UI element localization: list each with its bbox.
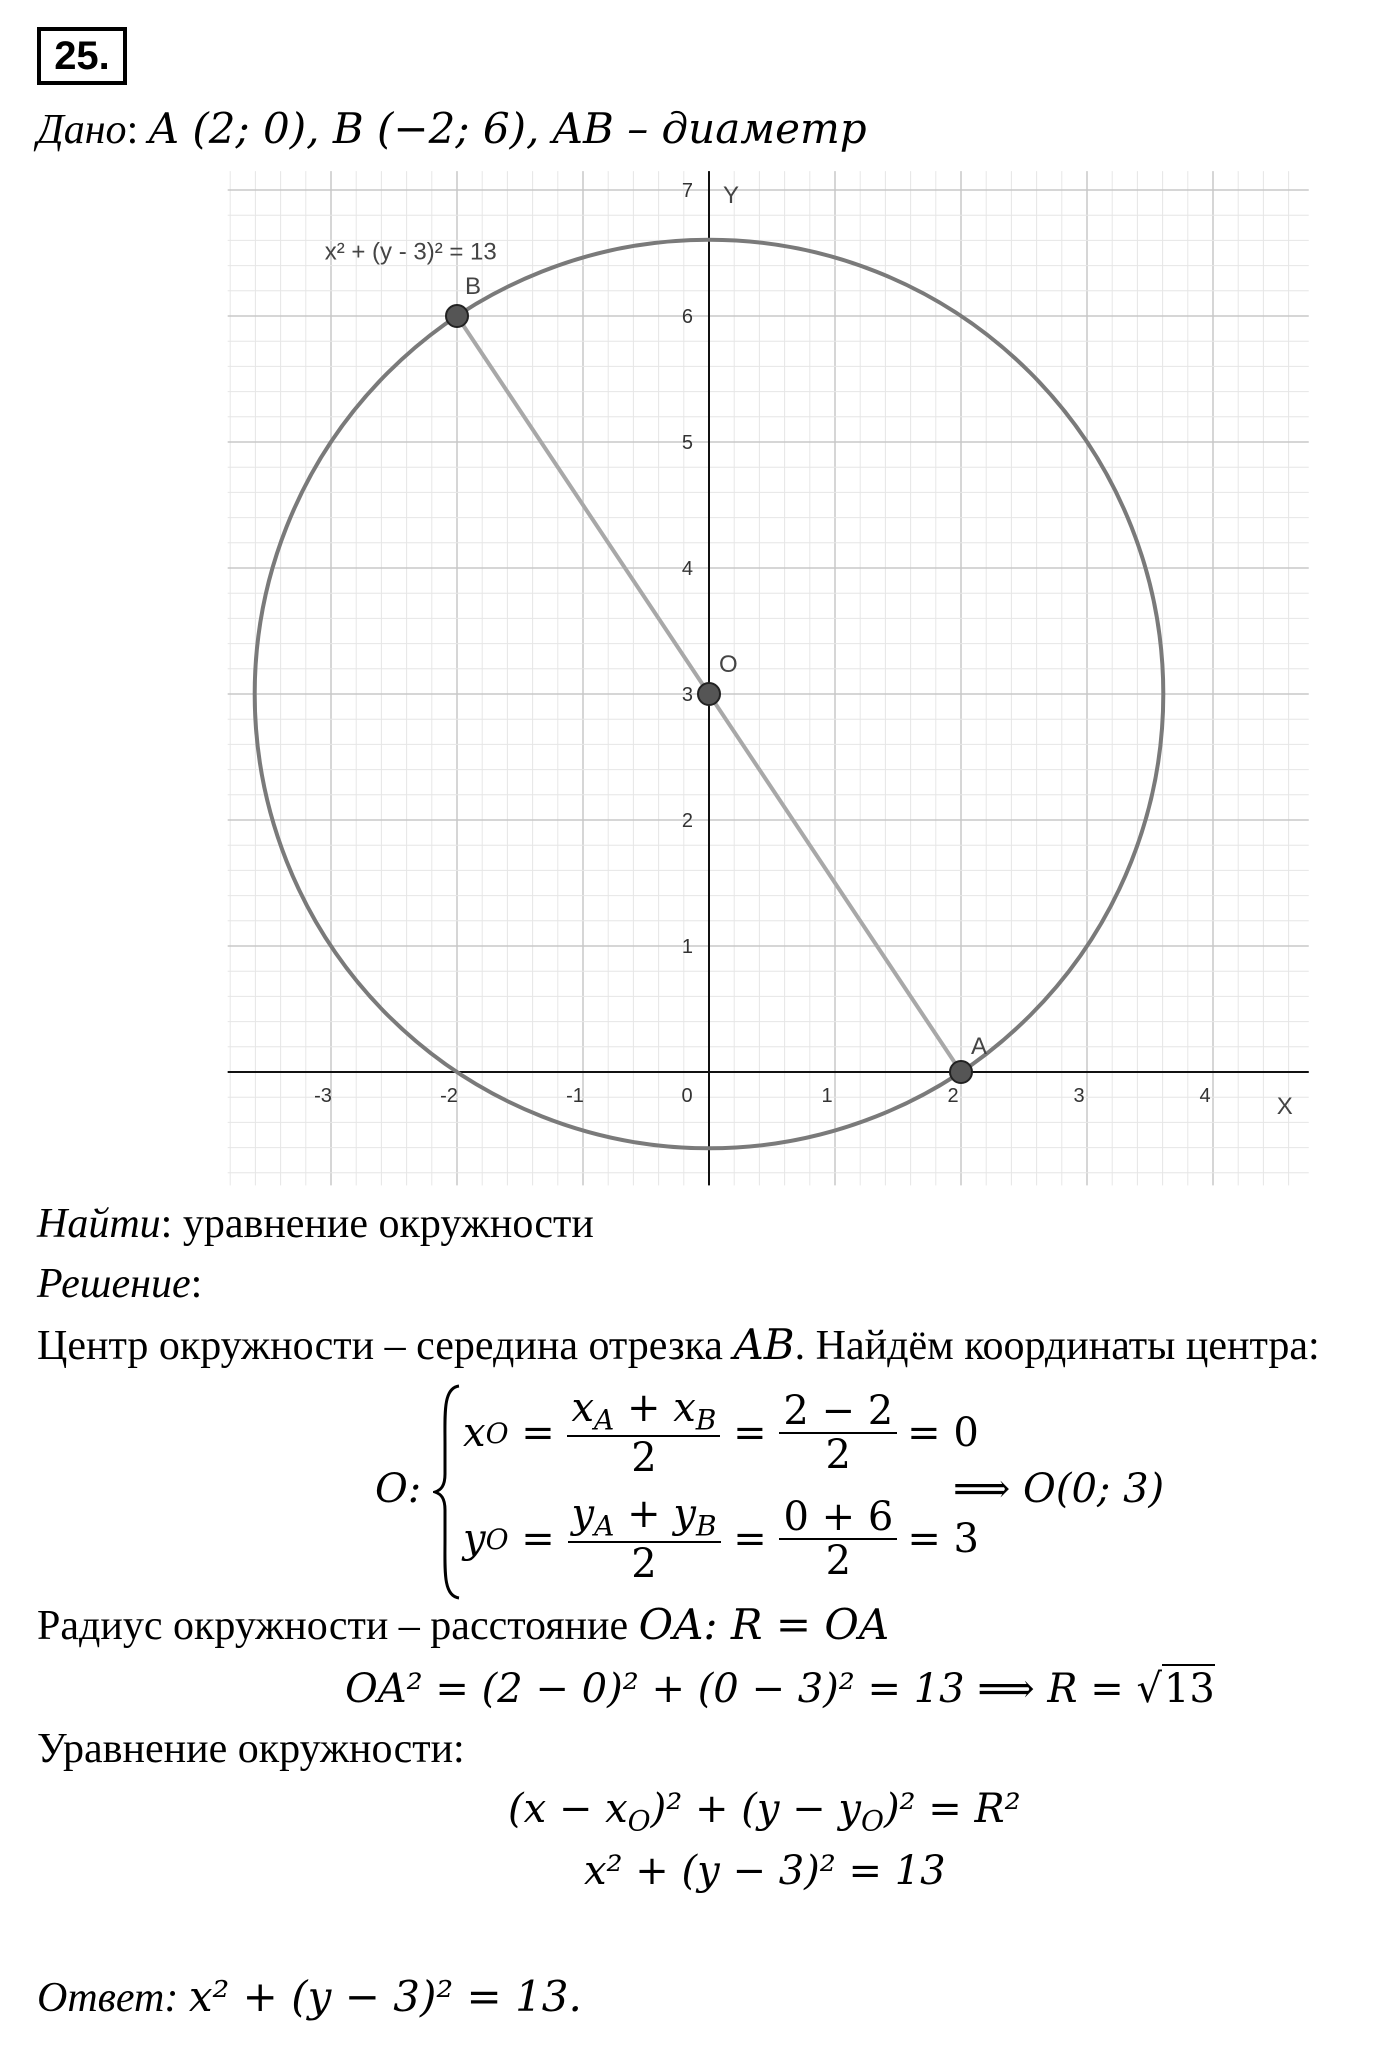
system-label: O: bbox=[375, 1466, 422, 1512]
y-tick-label: 6 bbox=[681, 306, 693, 328]
x-eq-lhs-sub: O bbox=[485, 1416, 509, 1450]
point-label-a: A bbox=[971, 1033, 988, 1060]
system-brace bbox=[433, 1384, 463, 1600]
answer-label: Ответ: bbox=[37, 1975, 179, 2021]
y-tick-label: 1 bbox=[681, 936, 693, 958]
x-eq-lhs: x bbox=[463, 1410, 486, 1456]
y-eq-result: = 3 bbox=[907, 1516, 979, 1562]
circle-equation-label: x² + (y - 3)² = 13 bbox=[324, 238, 497, 266]
y-tick-label: 2 bbox=[681, 810, 693, 832]
x-tick-label: 4 bbox=[1199, 1085, 1211, 1107]
coordinate-graph bbox=[226, 160, 1310, 1190]
x-equation: x O = $\frac{x_A + x_B}{2}$ = $\frac{2 - 2}{2}$ = 0 y O = $\frac{y_A + y_B}{2}$ = $\frac{0 + 6}{2}$ = 3 bbox=[463, 1385, 979, 1587]
segment-ab: AB bbox=[733, 1320, 795, 1369]
x-eq-frac1: $\frac{x_A + x_B}{2}$ bbox=[567, 1387, 720, 1479]
center-system bbox=[375, 1380, 1175, 1604]
equation-title: Уравнение окружности: bbox=[37, 1726, 465, 1772]
center-text-part1: Центр окружности – середина отрезка bbox=[37, 1323, 734, 1369]
y-eq-lhs-sub: O bbox=[485, 1522, 509, 1556]
y-tick-label: 7 bbox=[681, 180, 693, 202]
oa-calculation bbox=[345, 1666, 1215, 1712]
x-tick-label: -1 bbox=[566, 1085, 584, 1107]
find-label: Найти bbox=[37, 1201, 161, 1247]
answer-line bbox=[37, 1972, 582, 2022]
radius-text-part1: Радиус окружности – расстояние bbox=[37, 1603, 639, 1649]
x-tick-label: -2 bbox=[440, 1085, 458, 1107]
given-label: Дано bbox=[37, 107, 127, 153]
find-line bbox=[37, 1200, 594, 1248]
x-tick-label: 2 bbox=[947, 1085, 959, 1107]
oa-calc-text: OA² = (2 − 0)² + (0 − 3)² = 13 ⟹ R = bbox=[345, 1666, 1137, 1712]
answer-text: x² + (y − 3)² = 13. bbox=[188, 1972, 582, 2021]
y-eq-frac2: $\frac{0 + 6}{2}$ bbox=[779, 1496, 897, 1582]
problem-number: 25. bbox=[37, 27, 127, 85]
point-label-o: O bbox=[719, 651, 738, 678]
point-o bbox=[698, 683, 720, 705]
x-axis-label: X bbox=[1276, 1093, 1293, 1120]
center-result: ⟹ O(0; 3) bbox=[953, 1466, 1165, 1512]
specific-equation: x² + (y − 3)² = 13 bbox=[584, 1848, 946, 1894]
x-tick-label: -3 bbox=[314, 1085, 332, 1107]
point-b bbox=[446, 305, 468, 327]
point-a bbox=[950, 1061, 972, 1083]
x-tick-label: 0 bbox=[681, 1085, 693, 1107]
sqrt-value: 13 bbox=[1163, 1666, 1215, 1712]
x-eq-frac2: $\frac{2 - 2}{2}$ bbox=[779, 1390, 897, 1476]
given-line: Дано: A (2; 0), B (−2; 6), AB – диаметр bbox=[37, 104, 867, 153]
solution-label: Решение bbox=[37, 1261, 191, 1307]
given-text: A (2; 0), B (−2; 6), AB – диаметр bbox=[148, 104, 867, 153]
center-text-part2: . Найдём координаты центра: bbox=[794, 1323, 1320, 1369]
x-tick-label: 1 bbox=[821, 1085, 833, 1107]
solution-label-line: Решение: bbox=[37, 1261, 203, 1307]
center-text bbox=[37, 1320, 1320, 1370]
y-axis-label: Y bbox=[723, 182, 740, 210]
radius-text bbox=[37, 1600, 889, 1650]
x-tick-label: 3 bbox=[1073, 1085, 1085, 1107]
radius-oa: OA bbox=[638, 1600, 704, 1649]
y-tick-label: 4 bbox=[681, 558, 693, 580]
y-tick-label: 3 bbox=[681, 684, 693, 706]
point-label-b: B bbox=[465, 273, 482, 300]
find-text: : уравнение окружности bbox=[160, 1201, 594, 1247]
radius-rest: : R = OA bbox=[703, 1600, 890, 1649]
y-eq-frac1: $\frac{y_A + y_B}{2}$ bbox=[568, 1493, 721, 1585]
y-tick-label: 5 bbox=[681, 432, 693, 454]
y-eq-lhs: y bbox=[463, 1516, 486, 1562]
sqrt-sign: √ bbox=[1136, 1666, 1162, 1712]
general-equation: $(x - x_O)^2 + (y - y_O)^2 = R^2$ bbox=[508, 1786, 1021, 1838]
x-eq-result: = 0 bbox=[907, 1410, 979, 1456]
